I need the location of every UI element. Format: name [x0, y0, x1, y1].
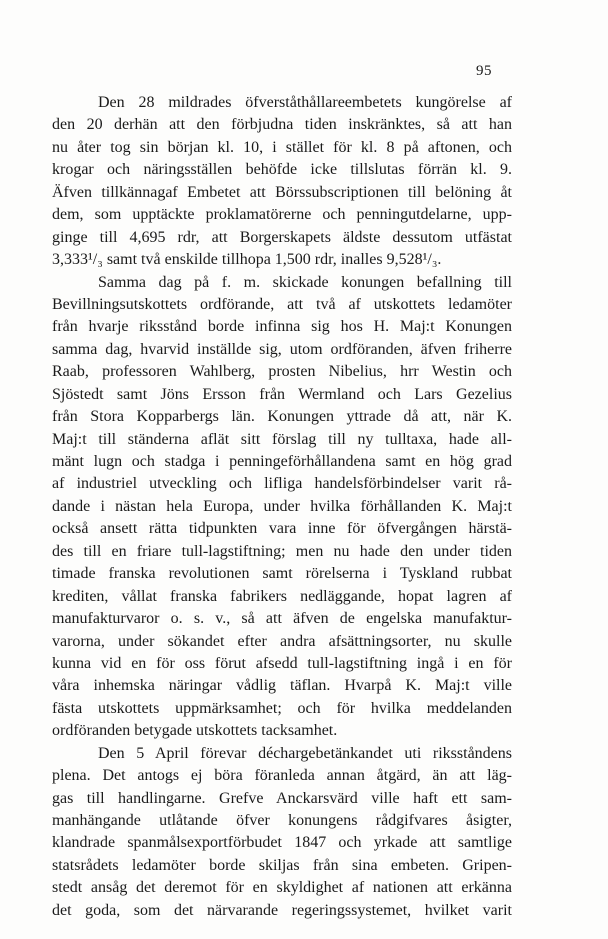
text-line: dande i nästan hela Europa, under hvilka förhållanden K. Maj:t — [52, 497, 512, 515]
text-line: våra inhemska näringar vådlig täflan. Hvarpå K. Maj:t ville — [52, 677, 512, 695]
text-line: stedt ansåg det deremot för en skyldighet af nationen att erkänna — [52, 879, 512, 897]
text-line: des till en friare tull-lagstiftning; men nu hade den under tiden — [52, 542, 512, 560]
text-line: 3,333¹/₃ samt två enskilde tillhopa 1,500 rdr, inalles 9,528¹/₃. — [52, 251, 442, 269]
text-line: ginge till 4,695 rdr, att Borgerskapets äldste dessutom utfästat — [52, 228, 512, 246]
text-line: plena. Det antogs ej böra föranleda annan åtgärd, än att läg- — [52, 767, 512, 785]
text-line: mänt lugn och stadga i penningeförhållandena samt en hög grad — [52, 453, 512, 470]
body-text — [52, 92, 512, 922]
text-line: af industriel utveckling och lifliga handelsförbindelser varit rå- — [52, 475, 512, 493]
text-line: statsrådets ledamöter borde skiljas från sina embeten. Gripen- — [52, 856, 512, 874]
text-line: krogar och näringsställen behöfde icke tillslutas förrän kl. 9. — [52, 161, 512, 179]
text-line: Sjöstedt samt Jöns Ersson från Wermland och Lars Gezelius — [52, 385, 512, 403]
text-line: varorna, under sökandet efter andra afsättningsorter, nu skulle — [52, 632, 512, 650]
text-line: manufakturvaror o. s. v., så att äfven de engelska manufaktur- — [52, 610, 512, 628]
text-line: ordföranden betygade utskottets tacksamhet. — [52, 722, 338, 740]
text-line: gas till handlingarne. Grefve Anckarsvärd ville haft ett sam- — [52, 789, 512, 807]
text-line: också ansett rätta tidpunkten vara inne för öfvergången härstä- — [52, 520, 512, 538]
text-line: Den 5 April förevar déchargebetänkandet uti riksståndens — [98, 744, 512, 762]
text-line: samma dag, hvarvid inställde sig, utom ordföranden, äfven friherre — [52, 340, 512, 358]
page-number: 95 — [476, 63, 492, 79]
text-line: Samma dag på f. m. skickade konungen befallning till — [98, 273, 512, 291]
text-line: klandrade spanmålsexportförbudet 1847 och yrkade att samtlige — [52, 834, 512, 852]
text-line: det goda, som det närvarande regeringssystemet, hvilket varit — [52, 901, 512, 919]
text-line: från Stora Kopparbergs län. Konungen yttrade då att, när K. — [52, 408, 512, 426]
text-line: Äfven tillkännagaf Embetet att Börssubscriptionen till belöning åt — [52, 183, 512, 201]
text-line: fästa utskottets uppmärksamhet; och för hvilka meddelanden — [52, 699, 512, 717]
text-line: dem, som upptäckte proklamatörerne och penningutdelarne, upp- — [52, 206, 512, 224]
text-line: Den 28 mildrades öfverståthållareembetets kungörelse af — [98, 94, 512, 111]
text-line: krediten, vållat franska fabrikers nedläggande, hopat lagren af — [52, 587, 512, 605]
text-line: nu åter tog sin början kl. 10, i stället för kl. 8 på aftonen, och — [52, 138, 512, 156]
text-line: Raab, professoren Wahlberg, prosten Nibelius, hrr Westin och — [52, 363, 512, 381]
text-line: Bevillningsutskottets ordförande, att två af utskottets ledamöter — [52, 295, 512, 313]
text-line: Maj:t till ständerna aflät sitt förslag till ny tulltaxa, hade all- — [52, 430, 512, 448]
text-line: den 20 derhän att den förbjudna tiden inskränktes, så att han — [52, 116, 512, 134]
text-line: från hvarje riksstånd borde infinna sig hos H. Maj:t Konungen — [52, 318, 512, 336]
text-line: kunna vid en för oss förut afsedd tull-lagstiftning ingå i en för — [52, 654, 512, 672]
text-line: manhängande utlåtande öfver konungens rådgifvares åsigter, — [52, 812, 512, 829]
text-line: timade franska revolutionen samt rörelserna i Tyskland rubbat — [52, 565, 512, 583]
